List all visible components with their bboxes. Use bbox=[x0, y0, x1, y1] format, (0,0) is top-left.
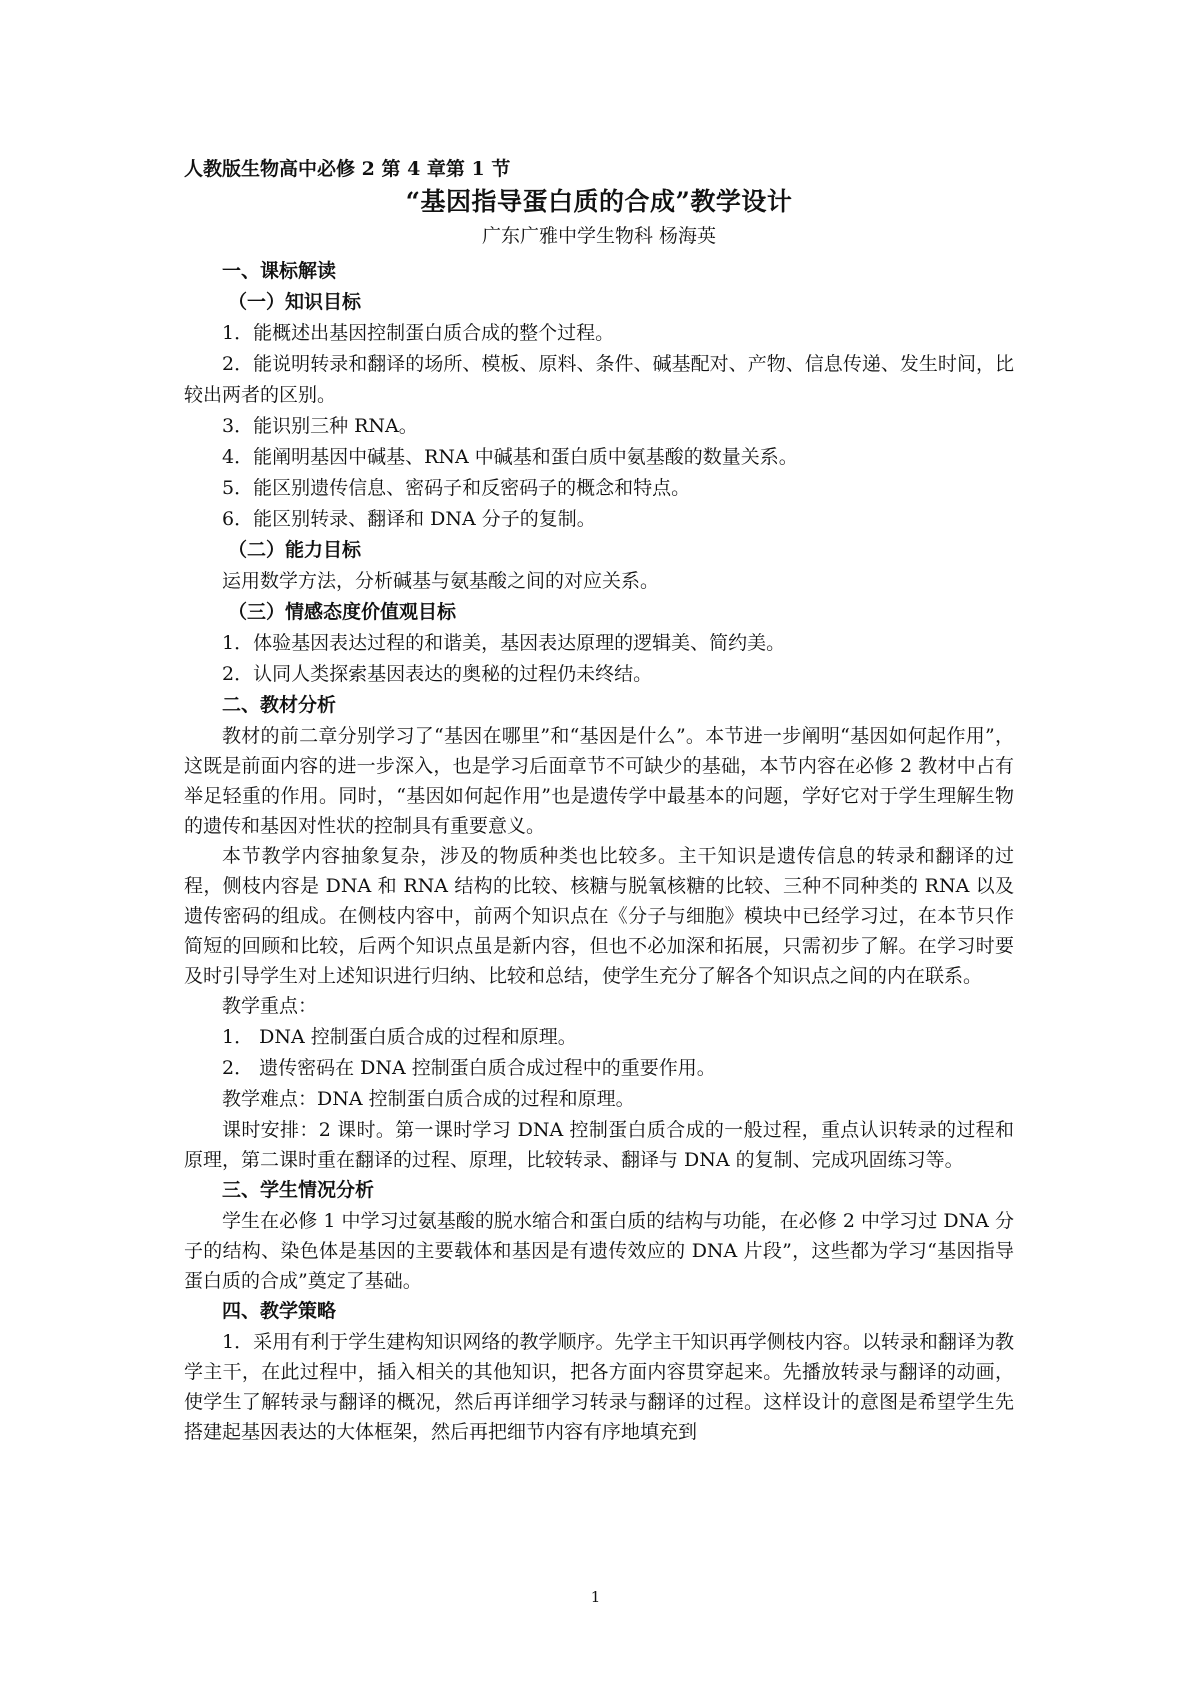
list-item: 5．能区别遗传信息、密码子和反密码子的概念和特点。 bbox=[222, 477, 691, 499]
schedule-paragraph: 课时安排：2 课时。第一课时学习 DNA 控制蛋白质合成的一般过程，重点认识转录的过程和原理，第二课时重在翻译的过程、原理，比较转录、翻译与 DNA 的复制、完成巩固练习等。 bbox=[184, 1119, 1014, 1171]
list-item: 2．认同人类探索基因表达的奥秘的过程仍未终结。 bbox=[222, 663, 653, 685]
list-item: 4．能阐明基因中碱基、RNA 中碱基和蛋白质中氨基酸的数量关系。 bbox=[222, 446, 798, 468]
list-item: 2． 遗传密码在 DNA 控制蛋白质合成过程中的重要作用。 bbox=[222, 1057, 716, 1079]
main-title: “基因指导蛋白质的合成”教学设计 bbox=[405, 187, 793, 216]
list-item: 1．体验基因表达过程的和谐美，基因表达原理的逻辑美、简约美。 bbox=[222, 632, 786, 654]
paragraph: 本节教学内容抽象复杂，涉及的物质种类也比较多。主干知识是遗传信息的转录和翻译的过程，侧枝内容是 DNA 和 RNA 结构的比较、核糖与脱氧核糖的比较、三种不同种类的 RNA 以及遗传密码的组成。在侧枝内容中，前两个知识点在《分子与细胞》模块中已经学习过，在本节只作简短的回顾和比较，后两个知识点虽是新内容，但也不必加深和拓展，只需初步了解。在学习时要及时引导学生对上述知识进行归纳、比较和总结，使学生充分了解各个知识点之间的内在联系。 bbox=[184, 845, 1014, 987]
difficulty-line: 教学难点：DNA 控制蛋白质合成的过程和原理。 bbox=[222, 1088, 635, 1110]
section-heading-curriculum: 一、课标解读 bbox=[222, 260, 337, 282]
paragraph: 教材的前二章分别学习了“基因在哪里”和“基因是什么”。本节进一步阐明“基因如何起作用”，这既是前面内容的进一步深入，也是学习后面章节不可缺少的基础，本节内容在必修 2 教材中占有举足轻重的作用。同时，“基因如何起作用”也是遗传学中最基本的问题，学好它对于学生理解生物的遗传和基因对性状的控制具有重要意义。 bbox=[184, 725, 1014, 837]
subheading-knowledge-goals: （一）知识目标 bbox=[228, 291, 362, 313]
series-title: 人教版生物高中必修 2 第 4 章第 1 节 bbox=[184, 158, 511, 180]
list-item: 1． DNA 控制蛋白质合成的过程和原理。 bbox=[222, 1026, 577, 1048]
list-item: 6．能区别转录、翻译和 DNA 分子的复制。 bbox=[222, 508, 596, 530]
section-heading-teaching-strategy: 四、教学策略 bbox=[222, 1300, 337, 1322]
subheading-attitude-goals: （三）情感态度价值观目标 bbox=[228, 601, 457, 623]
list-item: 2．能说明转录和翻译的场所、模板、原料、条件、碱基配对、产物、信息传递、发生时间，比较出两者的区别。 bbox=[184, 353, 1014, 406]
paragraph: 运用数学方法，分析碱基与氨基酸之间的对应关系。 bbox=[222, 570, 660, 592]
page-number: 1 bbox=[590, 1588, 601, 1606]
paragraph: 1．采用有利于学生建构知识网络的教学顺序。先学主干知识再学侧枝内容。以转录和翻译为教学主干，在此过程中，插入相关的其他知识，把各方面内容贯穿起来。先播放转录与翻译的动画，使学生了解转录与翻译的概况，然后再详细学习转录与翻译的过程。这样设计的意图是希望学生先搭建起基因表达的大体框架，然后再把细节内容有序地填充到 bbox=[184, 1331, 1014, 1443]
paragraph: 学生在必修 1 中学习过氨基酸的脱水缩合和蛋白质的结构与功能，在必修 2 中学习过 DNA 分子的结构、染色体是基因的主要载体和基因是有遗传效应的 DNA 片段”，这些都为学习“基因指导蛋白质的合成”奠定了基础。 bbox=[184, 1210, 1014, 1292]
section-heading-textbook-analysis: 二、教材分析 bbox=[222, 694, 337, 716]
list-item: 1．能概述出基因控制蛋白质合成的整个过程。 bbox=[222, 322, 615, 344]
page-content bbox=[184, 156, 1014, 1447]
key-points-label: 教学重点： bbox=[222, 995, 318, 1017]
author-line: 广东广雅中学生物科 杨海英 bbox=[481, 225, 717, 247]
section-heading-student-analysis: 三、学生情况分析 bbox=[222, 1179, 375, 1201]
subheading-ability-goals: （二）能力目标 bbox=[228, 539, 362, 561]
list-item: 3．能识别三种 RNA。 bbox=[222, 415, 418, 437]
